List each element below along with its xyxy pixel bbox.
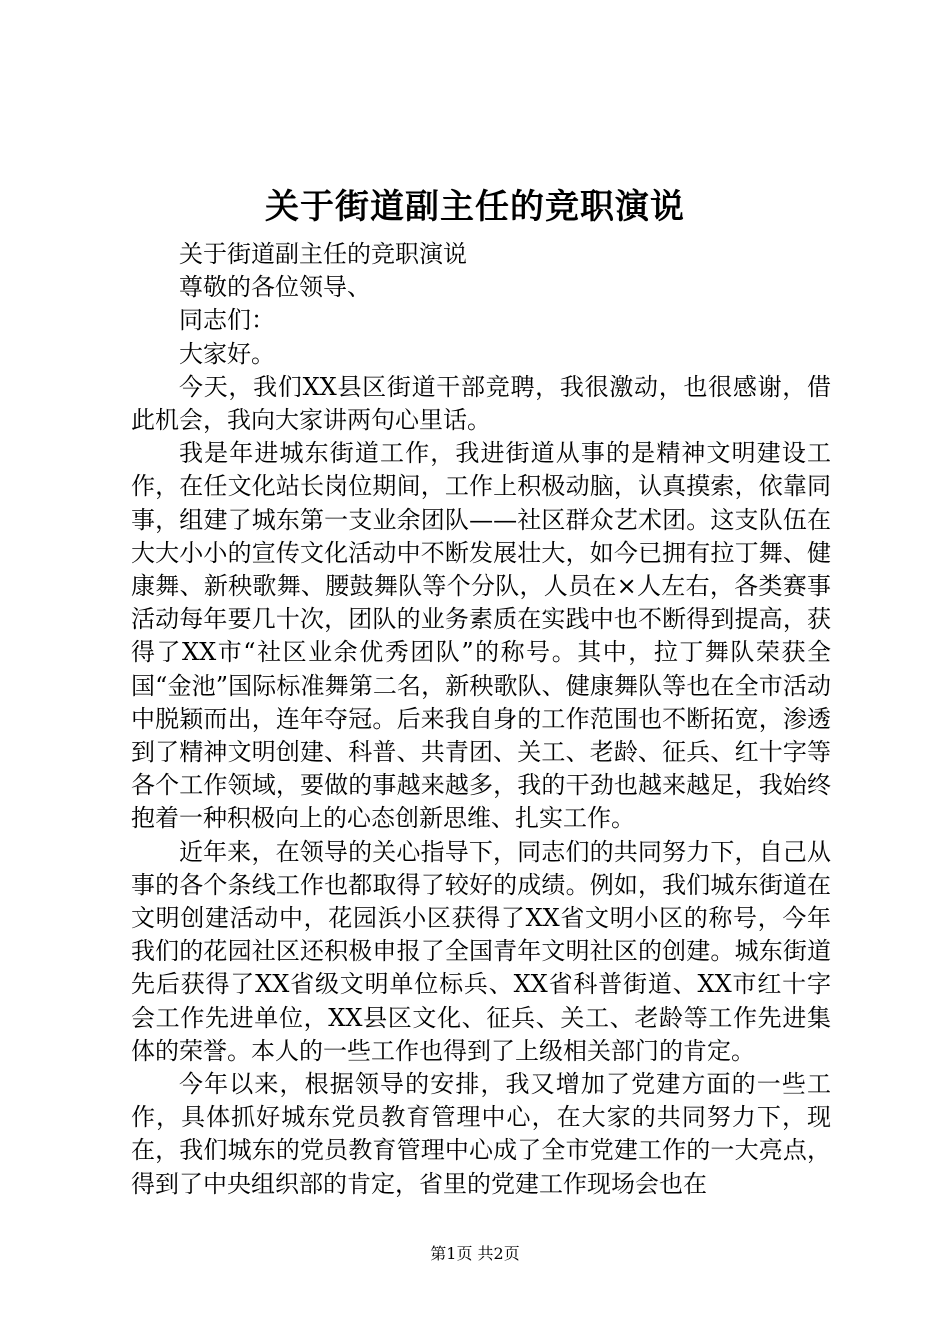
paragraph-intro: 今天，我们XX县区街道干部竞聘，我很激动，也很感谢，借此机会，我向大家讲两句心里话。 xyxy=(131,372,831,435)
paragraph-salutation-comrades: 同志们： xyxy=(179,306,275,335)
document-body xyxy=(131,238,831,1201)
paragraph-salutation-leaders: 尊敬的各位领导、 xyxy=(179,273,371,302)
paragraph-greeting: 大家好。 xyxy=(179,339,275,368)
page-footer: 第1页 共2页 xyxy=(430,1244,520,1263)
paragraph-achievements: 近年来，在领导的关心指导下，同志们的共同努力下，自己从事的各个条线工作也都取得了较好的成绩。例如，我们城东街道在文明创建活动中，花园浜小区获得了XX省文明小区的称号，今年我们的花园社区还积极申报了全国青年文明社区的创建。城东街道先后获得了XX省级文明单位标兵、XX省科普街道、XX市红十字会工作先进单位，XX县区文化、征兵、关工、老龄等工作先进集体的荣誉。本人的一些工作也得到了上级相关部门的肯定。 xyxy=(131,837,831,1065)
paragraph-subtitle: 关于街道副主任的竞职演说 xyxy=(179,240,467,268)
paragraph-party-work: 今年以来，根据领导的安排，我又增加了党建方面的一些工作，具体抓好城东党员教育管理中心，在大家的共同努力下，现在，我们城东的党员教育管理中心成了全市党建工作的一大亮点，得到了中央组织部的肯定，省里的党建工作现场会也在 xyxy=(131,1070,831,1198)
paragraph-background: 我是年进城东街道工作，我进街道从事的是精神文明建设工作，在任文化站长岗位期间，工作上积极动脑，认真摸索，依靠同事，组建了城东第一支业余团队——社区群众艺术团。这支队伍在大大小小的宣传文化活动中不断发展壮大，如今已拥有拉丁舞、健康舞、新秧歌舞、腰鼓舞队等个分队，人员在×人左右，各类赛事活动每年要几十次，团队的业务素质在实践中也不断得到提高，获得了XX市“社区业余优秀团队”的称号。其中，拉丁舞队荣获全国“金池”国际标准舞第二名，新秧歌队、健康舞队等也在全市活动中脱颖而出，连年夺冠。后来我自身的工作范围也不断拓宽，渗透到了精神文明创建、科普、共青团、关工、老龄、征兵、红十字等各个工作领域，要做的事越来越多，我的干劲也越来越足，我始终抱着一种积极向上的心态创新思维、扎实工作。 xyxy=(131,439,831,833)
document-title: 关于街道副主任的竞职演说 xyxy=(265,187,685,227)
